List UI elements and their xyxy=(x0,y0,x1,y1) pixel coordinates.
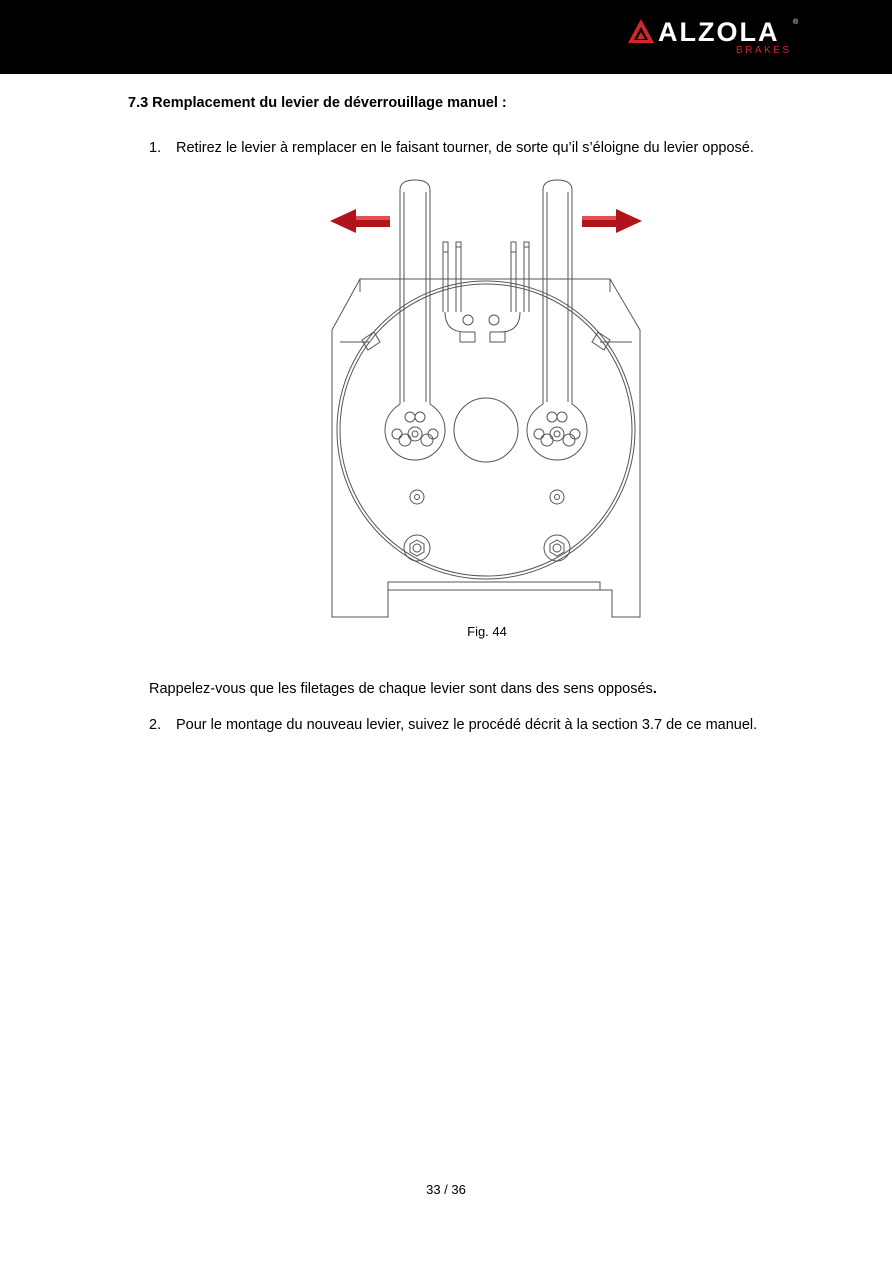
housing-outline xyxy=(332,279,640,617)
brake-diagram xyxy=(300,172,670,622)
section-title: 7.3 Remplacement du levier de déverrouillage manuel : xyxy=(128,95,507,111)
center-hub xyxy=(454,398,518,462)
logo-triangle-icon xyxy=(627,18,655,44)
brake-disc xyxy=(337,281,635,579)
step-1 xyxy=(149,140,754,156)
brand-name: ALZOLA xyxy=(658,17,780,47)
header-bar xyxy=(0,0,892,74)
registered-mark: ® xyxy=(793,19,799,26)
note-end: . xyxy=(652,681,657,697)
step-2 xyxy=(149,717,757,733)
outward-arrow-right-icon xyxy=(582,209,642,233)
step-text: Retirez le levier à remplacer en le faisant tourner, de sorte qu’il s’éloigne du levier opposé. xyxy=(176,140,754,156)
step-number: 1. xyxy=(149,140,162,156)
note-paragraph xyxy=(149,681,657,697)
step-text: Pour le montage du nouveau levier, suivez le procédé décrit à la section 3.7 de ce manuel. xyxy=(176,717,758,733)
brand-subtitle: BRAKES xyxy=(736,45,792,56)
page-number: 33 / 36 xyxy=(426,1182,466,1197)
note-text: Rappelez-vous que les filetages de chaque levier sont dans des sens opposés xyxy=(149,681,653,697)
step-number: 2. xyxy=(149,717,162,733)
outward-arrow-left-icon xyxy=(330,209,390,233)
alzola-logo xyxy=(627,16,802,60)
figure-caption: Fig. 44 xyxy=(467,624,507,639)
